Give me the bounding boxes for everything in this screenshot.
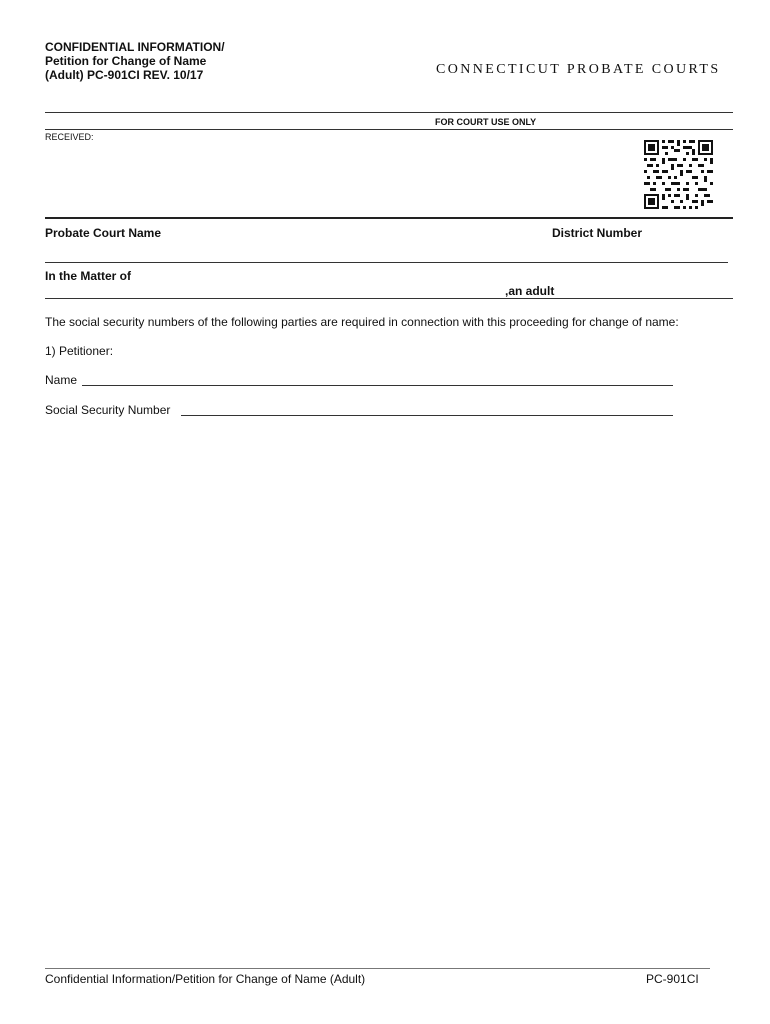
form-title-line-3: (Adult) PC-901CI REV. 10/17 <box>45 68 204 82</box>
petitioner-name-label: Name <box>45 373 78 387</box>
matter-divider <box>45 298 733 299</box>
received-divider <box>45 217 733 219</box>
matter-suffix: ,an adult <box>505 284 555 298</box>
form-title-line-2: Petition for Change of Name <box>45 54 207 68</box>
qr-code-icon <box>643 139 714 210</box>
court-use-heading: FOR COURT USE ONLY <box>435 117 537 127</box>
court-info-divider <box>45 262 728 263</box>
district-number-label: District Number <box>552 226 643 240</box>
petitioner-ssn-label: Social Security Number <box>45 403 171 417</box>
petitioner-name-field[interactable] <box>82 385 673 386</box>
form-title <box>45 40 305 82</box>
footer-divider <box>45 968 710 969</box>
court-use-divider <box>45 129 733 130</box>
footer-form-title: Confidential Information/Petition for Change of Name (Adult) <box>45 972 366 986</box>
header-divider <box>45 112 733 113</box>
footer-form-number: PC-901CI <box>646 972 699 986</box>
received-label: RECEIVED: <box>45 132 94 142</box>
ssn-instruction: The social security numbers of the following parties are required in connection with this proceeding for change of name: <box>45 315 679 329</box>
court-name-label: Probate Court Name <box>45 226 162 240</box>
petitioner-heading: 1) Petitioner: <box>45 344 114 358</box>
matter-label: In the Matter of <box>45 269 131 283</box>
court-brand: CONNECTICUT PROBATE COURTS <box>436 62 721 77</box>
form-title-line-1: CONFIDENTIAL INFORMATION/ <box>45 40 225 54</box>
petitioner-ssn-field[interactable] <box>181 415 673 416</box>
